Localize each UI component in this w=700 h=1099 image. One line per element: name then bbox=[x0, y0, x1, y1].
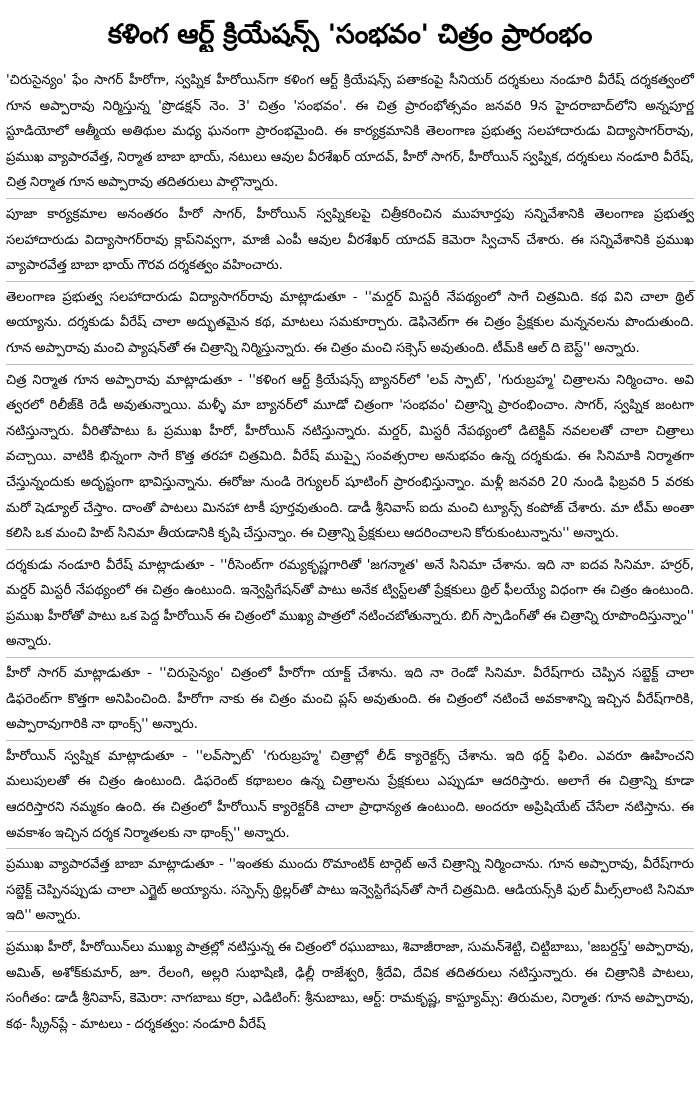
paragraph-divider bbox=[6, 281, 694, 282]
article-paragraph: చిత్ర నిర్మాత గూన అప్పారావు మాట్లాడుతూ - ''కళింగ ఆర్ట్ క్రియేషన్స్ బ్యానర్‌లో 'లవ్ స్పాట్', 'గురుబ్రహ్మ' చిత్రాలను నిర్మించాం. అవి త్వరలో రిలీజ్‌కి రెడీ అవుతున్నాయి. మళ్ళీ మా బ్యానర్‌లో మూడో చిత్రంగా 'సంభవం' చిత్రాన్ని ప్రారంభించాం. సాగర్, స్వప్నిక జంటగా నటిస్తున్నారు. వీరితోపాటు ఓ ప్రముఖ హీరో, హీరోయిన్ నటిస్తున్నారు. మర్డర్, మిస్టరీ నేపథ్యంలో డిటెక్టివ్ నవలలతో చాలా చిత్రాలు వచ్చాయి. వాటికి భిన్నంగా సాగే కొత్త తరహా చిత్రమిది. వీరేష్ ముప్పై సంవత్సరాల అనుభవం ఉన్న దర్శకుడు. ఈ సినిమాకి నిర్మాతగా చేస్తున్నందుకు అదృష్టంగా భావిస్తున్నాను. ఈరోజు నుండి రెగ్యులర్ షూటింగ్ ప్రారంభిస్తున్నాం. మళ్లీ జనవరి 20 నుండి ఫిబ్రవరి 5 వరకు మరో షెడ్యూల్ చేస్తాం. దాంతో పాటలు మినహా టాకీ పూర్తవుతుంది. డాడీ శ్రీనివాస్ ఐదు మంచి ట్యూన్స్ కంపోజ్ చేశారు. మా టీమ్ అంతా కలిసి ఒక మంచి హిట్ సినిమా తీయడానికి కృషి చేస్తున్నాం. ఈ చిత్రాన్ని ప్రేక్షకులు ఆదరించాలని కోరుకుంటున్నాను'' అన్నారు. bbox=[6, 372, 694, 542]
article-paragraph: తెలంగాణ ప్రభుత్వ సలహాదారుడు విద్యాసాగర్‌రావు మాట్లాడుతూ - ''మర్డర్ మిస్టరీ నేపథ్యంలో సాగే చిత్రమిది. కథ విని చాలా థ్రిల్ అయ్యాను. దర్శకుడు వీరేష్ చాలా అద్భుతమైన కథ, మాటలు సమకూర్చారు. డెఫినెట్‌గా ఈ చిత్రం ప్రేక్షకుల మన్ననలను పొందుతుంది. గూన అప్పారావు మంచి ప్యాషన్‌తో ఈ చిత్రాన్ని నిర్మిస్తున్నారు. ఈ చిత్రం మంచి సక్సెస్ అవుతుంది. టీమ్‌కి ఆల్ ది బెస్ట్'' అన్నారు. bbox=[6, 289, 694, 356]
article-body bbox=[6, 68, 694, 1037]
article-paragraph: 'చిరుసైన్యం' ఫేం సాగర్ హీరోగా, స్వప్నిక హీరోయిన్‌గా కళింగ ఆర్ట్ క్రియేషన్స్ పతాకంపై సీనియర్ దర్శకులు నండూరి వీరేష్ దర్శకత్వంలో గూన అప్పారావు నిర్మిస్తున్న 'ప్రొడక్షన్ నెం. 3' చిత్రం 'సంభవం'. ఈ చిత్ర ప్రారంభోత్సవం జనవరి 9న హైదరాబాద్‌లోని అన్నపూర్ణ స్టూడియోలో ఆత్మీయ అతిథుల మధ్య ఘనంగా ప్రారంభమైంది. ఈ కార్యక్రమానికి తెలంగాణ ప్రభుత్వ సలహాదారుడు విద్యాసాగర్‌రావు, ప్రముఖ వ్యాపారవేత్త, నిర్మాత బాబా భాయ్, నటులు ఆవుల వీరశేఖర్ యాదవ్, హీరో సాగర్, హీరోయిన్ స్వప్నిక, దర్శకులు నండూరి వీరేష్, చిత్ర నిర్మాత గూన అప్పారావు తదితరులు పాల్గొన్నారు. bbox=[6, 73, 694, 191]
article-paragraph: ప్రముఖ హీరో, హీరోయిన్‌లు ముఖ్య పాత్రల్లో నటిస్తున్న ఈ చిత్రంలో రఘుబాబు, శివాజీరాజా, సుమన్‌శెట్టి, చిట్టిబాబు, 'జబర్దస్త్' అప్పారావు, అమిత్, అశోక్‌కుమార్, జూ. రేలంగి, అల్లరి సుభాషిణి, ఢిల్లీ రాజేశ్వరి, శ్రీదేవి, దేవిక తదితరులు నటిస్తున్నారు. ఈ చిత్రానికి పాటలు, సంగీతం: డాడీ శ్రీనివాస్, కెమెరా: నాగబాబు కర్రా, ఎడిటింగ్: శ్రీనుబాబు, ఆర్ట్: రామకృష్ణ, కాస్ట్యూమ్స్: తిరుమల, నిర్మాత: గూన అప్పారావు, కథ- స్క్రీన్‌ప్లే - మాటలు - దర్శకత్వం: నండూరి వీరేష్ bbox=[6, 940, 694, 1032]
paragraph-divider bbox=[6, 549, 694, 550]
article-paragraph: దర్శకుడు నండూరి వీరేష్ మాట్లాడుతూ - ''రీసెంట్‌గా రమ్యకృష్ణగారితో 'జగన్మాత' అనే సినిమా చేశాను. ఇది నా ఐదవ సినిమా. హర్రర్, మర్డర్ మిస్టరీ నేపథ్యంలో ఈ చిత్రం ఉంటుంది. ఇన్వెస్టిగేషన్‌తో పాటు అనేక ట్విస్ట్‌లతో ప్రేక్షకులు థ్రిల్ ఫీలయ్యే విధంగా ఈ చిత్రం ఉంటుంది. ప్రముఖ హీరోతో పాటు ఒక పెద్ద హీరోయిన్ ఈ చిత్రంలో ముఖ్య పాత్రలో నటించబోతున్నారు. బిగ్ స్పాడింగ్‌తో ఈ చిత్రాన్ని రూపొందిస్తున్నాం'' అన్నారు. bbox=[6, 557, 694, 650]
paragraph-divider bbox=[6, 740, 694, 741]
paragraph-divider bbox=[6, 657, 694, 658]
paragraph-divider bbox=[6, 931, 694, 932]
article-paragraph: ప్రముఖ వ్యాపారవేత్త బాబా మాట్లాడుతూ - ''ఇంతకు ముందు రొమాంటిక్ టార్గెట్ అనే చిత్రాన్ని నిర్మించాను. గూన అప్పారావు, వీరేష్‌గారు సబ్జెక్ట్ చెప్పినప్పుడు చాలా ఎగ్జైట్ అయ్యాను. సస్పెన్స్ థ్రిల్లర్‌తో పాటు ఇన్వెస్టిగేషన్‌తో సాగే చిత్రమిది. ఆడియన్స్‌కి ఫుల్ మీల్స్‌లాంటి సినిమా ఇది'' అన్నారు. bbox=[6, 857, 694, 924]
paragraph-divider bbox=[6, 198, 694, 199]
article-paragraph: హీరోయిన్ స్వప్నిక మాట్లాడుతూ - ''లవ్‌స్పాట్' 'గురుబ్రహ్మ' చిత్రాల్లో లీడ్ క్యారెక్టర్స్ చేశాను. ఇది థర్డ్ ఫిలిం. ఎవరూ ఊహించని మలుపులతో ఈ చిత్రం ఉంటుంది. డిఫరెంట్ కథాబలం ఉన్న చిత్రాలను ప్రేక్షకులు ఎప్పుడూ ఆదరిస్తారు. అలాగే ఈ చిత్రాన్ని కూడా ఆదరిస్తారని నమ్మకం ఉంది. ఈ చిత్రంలో హీరోయిన్ క్యారెక్టర్‌కి చాలా ప్రాధాన్యత ఉంటుంది. అందరూ అప్రిషియేట్ చేసేలా నటిస్తాను. ఈ అవకాశం ఇచ్చిన దర్శక నిర్మాతలకు నా థాంక్స్'' అన్నారు. bbox=[6, 748, 694, 841]
article-paragraph: హీరో సాగర్ మాట్లాడుతూ - ''చిరుసైన్యం' చిత్రంలో హీరోగా యాక్ట్ చేశాను. ఇది నా రెండో సినిమా. వీరేష్‌గారు చెప్పిన సబ్జెక్ట్ చాలా డిఫరెంట్‌గా కొత్తగా అనిపించింది. హీరోగా నాకు ఈ చిత్రం మంచి ప్లస్ అవుతుంది. ఈ చిత్రంలో నటించే అవకాశాన్ని ఇచ్చిన వీరేష్‌గారికి, అప్పారావుగారికి నా థాంక్స్'' అన్నారు. bbox=[6, 666, 694, 733]
article-paragraph: పూజా కార్యక్రమాల అనంతరం హీరో సాగర్, హీరోయిన్ స్వప్నికలపై చిత్రీకరించిన ముహూర్తపు సన్నివేశానికి తెలంగాణ ప్రభుత్వ సలహాదారుడు విద్యాసాగర్‌రావు క్లాప్‌నివ్వగా, మాజీ ఎంపీ ఆవుల వీరశేఖర్ యాదవ్ కెమెరా స్విచాన్ చేశారు. ఈ సన్నివేశానికి ప్రముఖ వ్యాపారవేత్త బాబా భాయ్ గౌరవ దర్శకత్వం వహించారు. bbox=[6, 206, 694, 274]
paragraph-divider bbox=[6, 364, 694, 365]
paragraph-divider bbox=[6, 848, 694, 849]
article-headline: కళింగ ఆర్ట్ క్రియేషన్స్ 'సంభవం' చిత్రం ప్రారంభం bbox=[107, 19, 593, 50]
